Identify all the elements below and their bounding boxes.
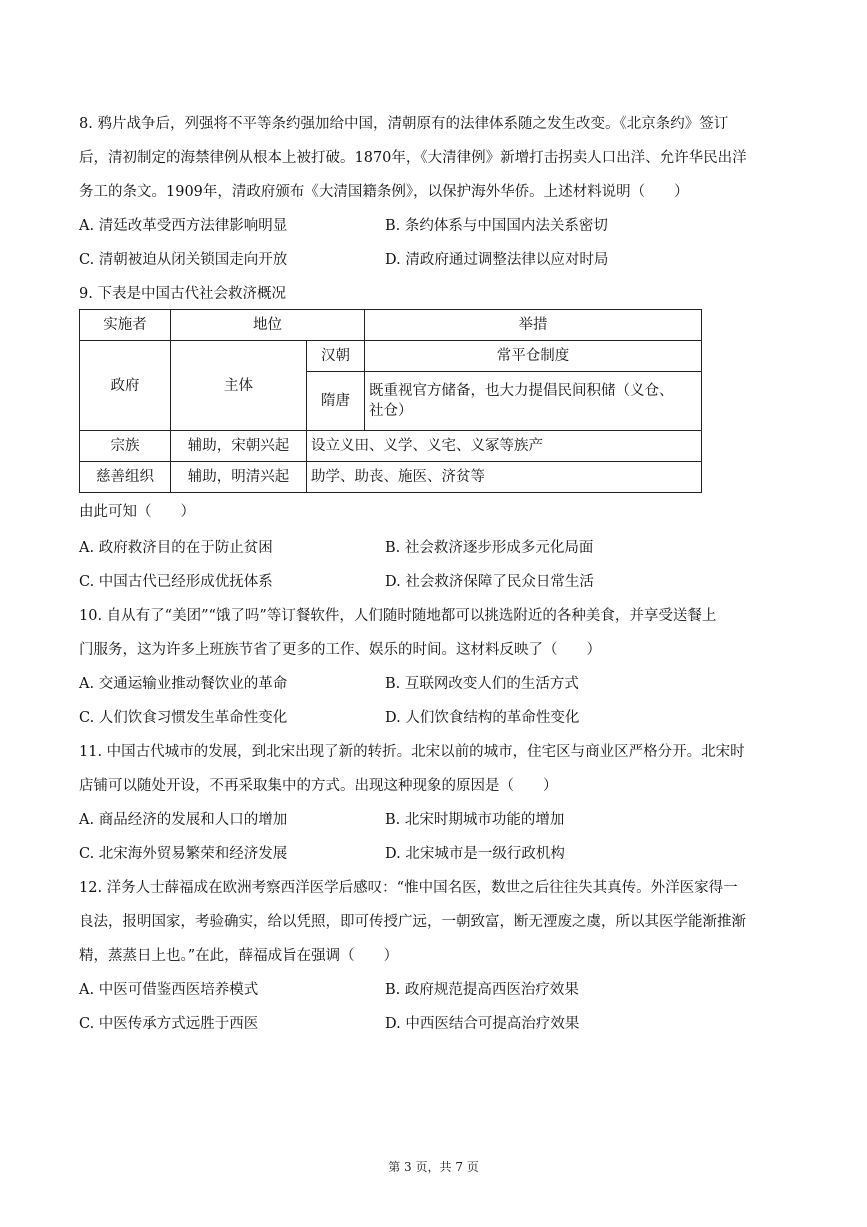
cell-suitang-measure	[365, 372, 702, 431]
cell-suitang-measure-line-1: 既重视官方储备，也大力提倡民间积储（义仓、	[369, 383, 674, 399]
q12-option-a[interactable]: A. 中医可借鉴西医培养模式	[79, 982, 259, 998]
q9-option-a[interactable]: A. 政府救济目的在于防止贫困	[79, 540, 273, 556]
q11-option-a[interactable]: A. 商品经济的发展和人口的增加	[79, 812, 288, 828]
cell-charity-measure: 助学、助丧、施医、济贫等	[307, 462, 702, 493]
q9-question-stem: 由此可知（ ）	[79, 504, 195, 520]
cell-charity: 慈善组织	[80, 462, 171, 493]
q9-option-d[interactable]: D. 社会救济保障了民众日常生活	[385, 574, 594, 590]
q9-stem-line-1: 9. 下表是中国古代社会救济概况	[79, 286, 286, 302]
cell-han: 汉朝	[307, 341, 365, 372]
cell-suitang-measure-line-2: 社仓）	[369, 403, 413, 419]
q8-stem-line-1: 8. 鸦片战争后，列强将不平等条约强加给中国，清朝原有的法律体系随之发生改变。《北京条约》签订	[79, 116, 729, 132]
q10-stem-line-2: 门服务，这为许多上班族节省了更多的工作、娱乐的时间。这材料反映了（ ）	[79, 642, 601, 658]
q11-option-c[interactable]: C. 北宋海外贸易繁荣和经济发展	[79, 846, 288, 862]
q8-stem-line-3: 务工的条文。1909年，清政府颁布《大清国籍条例》，以保护海外华侨。上述材料说明（ ）	[79, 184, 689, 200]
cell-han-measure: 常平仓制度	[365, 341, 702, 372]
q12-stem-line-1: 12. 洋务人士薛福成在欧洲考察西洋医学后感叹：“惟中国名医，数世之后往往失其真传。外洋医家得一	[79, 880, 738, 896]
header-measures: 举措	[365, 310, 702, 341]
header-actor: 实施者	[80, 310, 171, 341]
table-row	[80, 431, 702, 462]
table-header-row	[80, 310, 702, 341]
cell-government: 政府	[80, 341, 171, 431]
q8-option-c[interactable]: C. 清朝被迫从闭关锁国走向开放	[79, 252, 288, 268]
table-row	[80, 462, 702, 493]
cell-clan: 宗族	[80, 431, 171, 462]
q10-stem-line-1: 10. 自从有了“美团”“饿了吗”等订餐软件，人们随时随地都可以挑选附近的各种美食，并享受送餐上	[79, 608, 717, 624]
cell-charity-status: 辅助，明清兴起	[171, 462, 307, 493]
q10-option-d[interactable]: D. 人们饮食结构的革命性变化	[385, 710, 580, 726]
cell-clan-status: 辅助，宋朝兴起	[171, 431, 307, 462]
q9-option-c[interactable]: C. 中国古代已经形成优抚体系	[79, 574, 273, 590]
q8-option-d[interactable]: D. 清政府通过调整法律以应对时局	[385, 252, 609, 268]
header-status: 地位	[171, 310, 365, 341]
q12-option-c[interactable]: C. 中医传承方式远胜于西医	[79, 1016, 259, 1032]
q10-option-b[interactable]: B. 互联网改变人们的生活方式	[385, 676, 579, 692]
q12-stem-line-2: 良法，报明国家，考验确实，给以凭照，即可传授广远，一朝致富，断无湮废之虞，所以其医学能渐推渐	[79, 914, 746, 930]
q11-stem-line-1: 11. 中国古代城市的发展，到北宋出现了新的转折。北宋以前的城市，住宅区与商业区严格分开。北宋时	[79, 744, 745, 760]
q11-option-d[interactable]: D. 北宋城市是一级行政机构	[385, 846, 565, 862]
cell-government-status: 主体	[171, 341, 307, 431]
q8-option-a[interactable]: A. 清廷改革受西方法律影响明显	[79, 218, 288, 234]
page-number-footer: 第 3 页，共 7 页	[388, 1160, 479, 1174]
q11-option-b[interactable]: B. 北宋时期城市功能的增加	[385, 812, 565, 828]
q11-stem-line-2: 店铺可以随处开设，不再采取集中的方式。出现这种现象的原因是（ ）	[79, 778, 558, 794]
q10-option-c[interactable]: C. 人们饮食习惯发生革命性变化	[79, 710, 288, 726]
q12-option-d[interactable]: D. 中西医结合可提高治疗效果	[385, 1016, 580, 1032]
table-row	[80, 341, 702, 372]
social-relief-table	[79, 309, 702, 493]
q10-option-a[interactable]: A. 交通运输业推动餐饮业的革命	[79, 676, 288, 692]
q8-stem-line-2: 后，清初制定的海禁律例从根本上被打破。1870年，《大清律例》新增打击拐卖人口出洋、允许华民出洋	[79, 150, 747, 166]
cell-clan-measure: 设立义田、义学、义宅、义冢等族产	[307, 431, 702, 462]
q12-stem-line-3: 精，蒸蒸日上也。”在此，薛福成旨在强调（ ）	[79, 948, 399, 964]
q9-option-b[interactable]: B. 社会救济逐步形成多元化局面	[385, 540, 594, 556]
q12-option-b[interactable]: B. 政府规范提高西医治疗效果	[385, 982, 579, 998]
q8-option-b[interactable]: B. 条约体系与中国国内法关系密切	[385, 218, 608, 234]
cell-suitang: 隋唐	[307, 372, 365, 431]
